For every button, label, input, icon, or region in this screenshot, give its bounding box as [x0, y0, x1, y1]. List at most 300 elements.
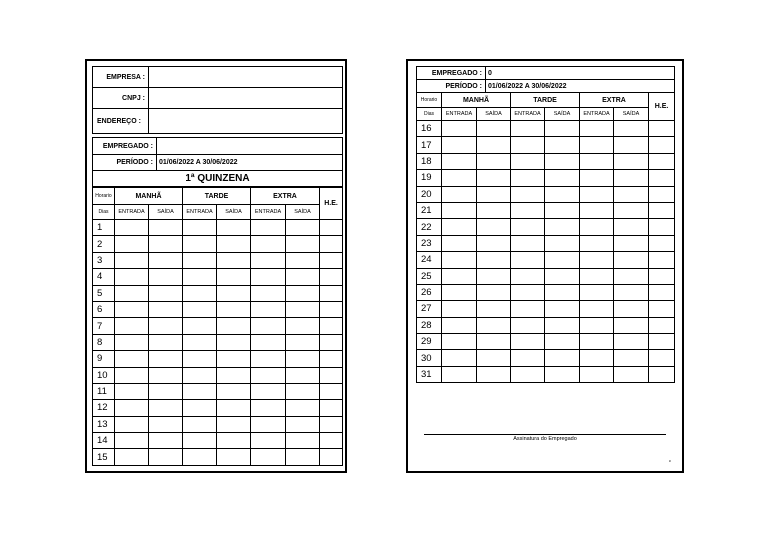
he-cell[interactable] — [320, 334, 343, 350]
tarde-entrada-header: ENTRADA — [511, 108, 545, 121]
tarde-entrada-cell[interactable] — [183, 220, 217, 236]
manha-saida-cell[interactable] — [149, 351, 183, 367]
extra-saida-cell[interactable] — [286, 318, 320, 334]
day-row — [93, 449, 343, 465]
tarde-saida-cell[interactable] — [545, 121, 580, 137]
day-number: 5 — [93, 285, 115, 301]
extra-entrada-cell[interactable] — [580, 301, 614, 317]
cnpj-field[interactable] — [149, 88, 343, 109]
day-number: 4 — [93, 269, 115, 285]
dias-header: Dias — [93, 205, 115, 220]
tarde-entrada-cell[interactable] — [511, 268, 545, 284]
extra-entrada-cell[interactable] — [251, 367, 286, 383]
extra-entrada-cell[interactable] — [251, 383, 286, 399]
tarde-entrada-cell[interactable] — [183, 367, 217, 383]
tarde-entrada-cell[interactable] — [511, 252, 545, 268]
tarde-entrada-cell[interactable] — [511, 137, 545, 153]
manha-entrada-cell[interactable] — [442, 268, 477, 284]
extra-saida-cell[interactable] — [614, 284, 649, 300]
he-cell[interactable] — [649, 350, 675, 366]
tarde-entrada-cell[interactable] — [183, 351, 217, 367]
day-number: 31 — [417, 366, 442, 382]
day-number: 29 — [417, 334, 442, 350]
extra-saida-cell[interactable] — [286, 220, 320, 236]
manha-entrada-cell[interactable] — [115, 220, 149, 236]
extra-entrada-cell[interactable] — [251, 400, 286, 416]
employee-info-table — [92, 137, 343, 187]
day-number: 27 — [417, 301, 442, 317]
horario-header: Horario — [93, 188, 115, 205]
day-row — [417, 202, 675, 218]
extra-saida-cell[interactable] — [614, 350, 649, 366]
extra-entrada-cell[interactable] — [251, 236, 286, 252]
extra-entrada-cell[interactable] — [580, 268, 614, 284]
he-cell[interactable] — [649, 334, 675, 350]
tarde-entrada-cell[interactable] — [511, 186, 545, 202]
manha-entrada-cell[interactable] — [442, 121, 477, 137]
he-cell[interactable] — [320, 220, 343, 236]
manha-entrada-cell[interactable] — [115, 301, 149, 317]
day-row — [417, 268, 675, 284]
extra-saida-cell[interactable] — [614, 301, 649, 317]
extra-entrada-cell[interactable] — [251, 334, 286, 350]
extra-entrada-cell[interactable] — [580, 202, 614, 218]
manha-entrada-cell[interactable] — [442, 252, 477, 268]
extra-saida-cell[interactable] — [286, 236, 320, 252]
extra-saida-cell[interactable] — [614, 170, 649, 186]
day-number: 1 — [93, 220, 115, 236]
manha-saida-header: SAÍDA — [149, 205, 183, 220]
extra-saida-cell[interactable] — [614, 219, 649, 235]
day-number: 17 — [417, 137, 442, 153]
manha-saida-cell[interactable] — [149, 285, 183, 301]
tarde-entrada-cell[interactable] — [511, 219, 545, 235]
day-number: 24 — [417, 252, 442, 268]
manha-entrada-cell[interactable] — [442, 334, 477, 350]
manha-entrada-cell[interactable] — [115, 334, 149, 350]
periodo-label: PERÍODO : — [417, 80, 486, 93]
day-number: 12 — [93, 400, 115, 416]
tarde-saida-cell[interactable] — [217, 334, 251, 350]
tarde-entrada-cell[interactable] — [183, 236, 217, 252]
day-number: 23 — [417, 235, 442, 251]
manha-saida-cell[interactable] — [477, 137, 511, 153]
manha-saida-cell[interactable] — [149, 301, 183, 317]
he-cell[interactable] — [649, 284, 675, 300]
manha-saida-cell[interactable] — [149, 367, 183, 383]
extra-entrada-cell[interactable] — [580, 366, 614, 382]
tarde-saida-cell[interactable] — [217, 400, 251, 416]
extra-entrada-cell[interactable] — [580, 186, 614, 202]
manha-entrada-cell[interactable] — [115, 433, 149, 449]
tarde-saida-cell[interactable] — [545, 153, 580, 169]
extra-header: EXTRA — [251, 188, 320, 205]
day-row — [417, 334, 675, 350]
manha-entrada-cell[interactable] — [115, 449, 149, 465]
manha-saida-cell[interactable] — [149, 269, 183, 285]
employee-info-table-2 — [416, 66, 675, 93]
manha-saida-cell[interactable] — [149, 433, 183, 449]
he-cell[interactable] — [649, 153, 675, 169]
extra-entrada-cell[interactable] — [580, 252, 614, 268]
he-cell[interactable] — [320, 416, 343, 432]
he-cell[interactable] — [320, 367, 343, 383]
manha-saida-cell[interactable] — [149, 236, 183, 252]
tarde-saida-header: SAÍDA — [545, 108, 580, 121]
he-cell[interactable] — [649, 235, 675, 251]
extra-saida-cell[interactable] — [614, 121, 649, 137]
day-row — [93, 236, 343, 252]
extra-entrada-cell[interactable] — [580, 219, 614, 235]
day-number: 14 — [93, 433, 115, 449]
extra-saida-cell[interactable] — [286, 383, 320, 399]
he-cell[interactable] — [649, 219, 675, 235]
manha-entrada-cell[interactable] — [442, 170, 477, 186]
empregado-field[interactable] — [157, 138, 343, 155]
extra-entrada-cell[interactable] — [251, 301, 286, 317]
manha-entrada-cell[interactable] — [442, 284, 477, 300]
tarde-saida-cell[interactable] — [545, 235, 580, 251]
manha-saida-cell[interactable] — [477, 301, 511, 317]
extra-entrada-cell[interactable] — [580, 235, 614, 251]
he-cell[interactable] — [320, 351, 343, 367]
extra-saida-header: SAÍDA — [614, 108, 649, 121]
manha-saida-cell[interactable] — [477, 284, 511, 300]
extra-entrada-header: ENTRADA — [251, 205, 286, 220]
extra-saida-cell[interactable] — [614, 202, 649, 218]
he-cell[interactable] — [320, 318, 343, 334]
tarde-entrada-cell[interactable] — [511, 366, 545, 382]
extra-entrada-cell[interactable] — [580, 153, 614, 169]
extra-saida-cell[interactable] — [286, 252, 320, 268]
day-number: 15 — [93, 449, 115, 465]
manha-saida-cell[interactable] — [149, 383, 183, 399]
extra-saida-cell[interactable] — [614, 334, 649, 350]
manha-entrada-cell[interactable] — [442, 153, 477, 169]
tarde-entrada-cell[interactable] — [183, 400, 217, 416]
manha-entrada-cell[interactable] — [115, 367, 149, 383]
tarde-saida-cell[interactable] — [217, 301, 251, 317]
manha-saida-cell[interactable] — [149, 416, 183, 432]
timesheet-grid-2 — [416, 92, 675, 383]
manha-saida-cell[interactable] — [477, 186, 511, 202]
tarde-saida-cell[interactable] — [545, 170, 580, 186]
tarde-saida-cell[interactable] — [545, 252, 580, 268]
day-number: 26 — [417, 284, 442, 300]
extra-saida-cell[interactable] — [614, 252, 649, 268]
manha-entrada-cell[interactable] — [442, 366, 477, 382]
tarde-entrada-cell[interactable] — [511, 235, 545, 251]
day-number: 8 — [93, 334, 115, 350]
tarde-entrada-cell[interactable] — [511, 284, 545, 300]
tarde-saida-cell[interactable] — [217, 269, 251, 285]
extra-saida-cell[interactable] — [286, 416, 320, 432]
tarde-entrada-cell[interactable] — [183, 449, 217, 465]
tarde-saida-cell[interactable] — [217, 285, 251, 301]
extra-saida-cell[interactable] — [286, 351, 320, 367]
tarde-saida-cell[interactable] — [217, 383, 251, 399]
manha-saida-cell[interactable] — [477, 350, 511, 366]
day-row — [93, 351, 343, 367]
day-row — [417, 186, 675, 202]
manha-saida-cell[interactable] — [477, 334, 511, 350]
horario-header: Horario — [417, 93, 442, 108]
extra-saida-cell[interactable] — [286, 269, 320, 285]
tarde-saida-cell[interactable] — [545, 301, 580, 317]
tarde-entrada-cell[interactable] — [183, 334, 217, 350]
extra-saida-cell[interactable] — [286, 334, 320, 350]
signature-line — [424, 434, 666, 435]
day-row — [417, 219, 675, 235]
manha-saida-cell[interactable] — [149, 449, 183, 465]
endereco-field[interactable] — [149, 109, 343, 134]
extra-saida-cell[interactable] — [286, 449, 320, 465]
extra-entrada-cell[interactable] — [251, 416, 286, 432]
empregado-field[interactable]: 0 — [486, 67, 675, 80]
tarde-saida-cell[interactable] — [545, 268, 580, 284]
tarde-entrada-cell[interactable] — [511, 350, 545, 366]
tarde-entrada-cell[interactable] — [183, 301, 217, 317]
manha-entrada-cell[interactable] — [115, 269, 149, 285]
he-cell[interactable] — [649, 268, 675, 284]
day-row — [417, 252, 675, 268]
tarde-entrada-cell[interactable] — [183, 285, 217, 301]
manha-entrada-cell[interactable] — [442, 317, 477, 333]
day-number: 19 — [417, 170, 442, 186]
he-cell[interactable] — [320, 269, 343, 285]
extra-saida-cell[interactable] — [614, 186, 649, 202]
extra-saida-header: SAÍDA — [286, 205, 320, 220]
day-row — [417, 153, 675, 169]
manha-saida-cell[interactable] — [149, 400, 183, 416]
manha-entrada-cell[interactable] — [115, 400, 149, 416]
tarde-saida-cell[interactable] — [545, 137, 580, 153]
manha-entrada-cell[interactable] — [442, 186, 477, 202]
day-row — [417, 235, 675, 251]
manha-saida-cell[interactable] — [477, 153, 511, 169]
manha-entrada-cell[interactable] — [442, 301, 477, 317]
extra-entrada-cell[interactable] — [251, 285, 286, 301]
extra-saida-cell[interactable] — [614, 235, 649, 251]
dias-header: Dias — [417, 108, 442, 121]
tarde-entrada-cell[interactable] — [511, 170, 545, 186]
day-number: 6 — [93, 301, 115, 317]
day-row — [417, 317, 675, 333]
extra-entrada-cell[interactable] — [580, 334, 614, 350]
manha-saida-cell[interactable] — [477, 235, 511, 251]
day-row — [93, 285, 343, 301]
extra-saida-cell[interactable] — [614, 317, 649, 333]
he-cell[interactable] — [649, 317, 675, 333]
day-row — [93, 433, 343, 449]
he-cell[interactable] — [320, 400, 343, 416]
tarde-saida-cell[interactable] — [545, 219, 580, 235]
tarde-saida-cell[interactable] — [545, 366, 580, 382]
day-row — [93, 367, 343, 383]
day-number: 11 — [93, 383, 115, 399]
tarde-saida-cell[interactable] — [545, 186, 580, 202]
empresa-field[interactable] — [149, 67, 343, 88]
tarde-entrada-cell[interactable] — [511, 121, 545, 137]
he-cell[interactable] — [649, 252, 675, 268]
manha-saida-cell[interactable] — [149, 334, 183, 350]
tarde-saida-cell[interactable] — [217, 252, 251, 268]
manha-entrada-cell[interactable] — [442, 137, 477, 153]
tarde-saida-cell[interactable] — [545, 317, 580, 333]
day-row — [93, 334, 343, 350]
tarde-saida-cell[interactable] — [217, 220, 251, 236]
day-row — [93, 269, 343, 285]
tarde-saida-cell[interactable] — [217, 449, 251, 465]
he-cell[interactable] — [320, 285, 343, 301]
day-number: 13 — [93, 416, 115, 432]
tarde-entrada-cell[interactable] — [511, 334, 545, 350]
he-cell[interactable] — [649, 202, 675, 218]
extra-saida-cell[interactable] — [286, 433, 320, 449]
extra-entrada-cell[interactable] — [251, 433, 286, 449]
manha-entrada-cell[interactable] — [115, 318, 149, 334]
day-row — [93, 252, 343, 268]
tarde-saida-cell[interactable] — [545, 334, 580, 350]
manha-entrada-cell[interactable] — [115, 351, 149, 367]
manha-saida-cell[interactable] — [477, 219, 511, 235]
he-cell[interactable] — [649, 170, 675, 186]
tarde-entrada-cell[interactable] — [511, 301, 545, 317]
periodo-value: 01/06/2022 A 30/06/2022 — [157, 155, 343, 171]
extra-entrada-cell[interactable] — [251, 252, 286, 268]
tarde-entrada-cell[interactable] — [511, 202, 545, 218]
he-cell[interactable] — [649, 301, 675, 317]
tarde-header: TARDE — [183, 188, 251, 205]
tarde-entrada-cell[interactable] — [183, 269, 217, 285]
manha-saida-cell[interactable] — [477, 268, 511, 284]
he-cell[interactable] — [320, 449, 343, 465]
he-cell[interactable] — [320, 236, 343, 252]
extra-saida-cell[interactable] — [614, 268, 649, 284]
quinzena-title: 1ª QUINZENA — [93, 171, 343, 187]
tarde-entrada-cell[interactable] — [511, 153, 545, 169]
he-cell[interactable] — [320, 383, 343, 399]
tarde-saida-cell[interactable] — [545, 202, 580, 218]
manha-header: MANHÃ — [115, 188, 183, 205]
extra-saida-cell[interactable] — [614, 366, 649, 382]
endereco-label: ENDEREÇO : — [93, 109, 149, 134]
tarde-header: TARDE — [511, 93, 580, 108]
extra-saida-cell[interactable] — [286, 301, 320, 317]
empregado-label: EMPREGADO : — [93, 138, 157, 155]
extra-entrada-cell[interactable] — [580, 350, 614, 366]
manha-saida-cell[interactable] — [149, 318, 183, 334]
extra-entrada-cell[interactable] — [580, 137, 614, 153]
tarde-saida-cell[interactable] — [217, 351, 251, 367]
he-cell[interactable] — [649, 366, 675, 382]
extra-saida-cell[interactable] — [614, 137, 649, 153]
manha-saida-cell[interactable] — [477, 317, 511, 333]
day-number: 30 — [417, 350, 442, 366]
he-header: H.E. — [649, 93, 675, 121]
day-number: 7 — [93, 318, 115, 334]
extra-entrada-cell[interactable] — [251, 449, 286, 465]
extra-header: EXTRA — [580, 93, 649, 108]
day-row — [417, 121, 675, 137]
day-number: 18 — [417, 153, 442, 169]
manha-entrada-cell[interactable] — [442, 219, 477, 235]
he-cell[interactable] — [649, 121, 675, 137]
extra-entrada-cell[interactable] — [580, 170, 614, 186]
tarde-saida-cell[interactable] — [217, 416, 251, 432]
manha-entrada-cell[interactable] — [115, 416, 149, 432]
periodo-value: 01/06/2022 A 30/06/2022 — [486, 80, 675, 93]
tarde-entrada-cell[interactable] — [183, 433, 217, 449]
tarde-saida-cell[interactable] — [545, 284, 580, 300]
extra-entrada-cell[interactable] — [251, 351, 286, 367]
tarde-saida-cell[interactable] — [217, 318, 251, 334]
tarde-saida-cell[interactable] — [217, 236, 251, 252]
manha-saida-cell[interactable] — [477, 252, 511, 268]
tarde-entrada-cell[interactable] — [183, 318, 217, 334]
extra-entrada-cell[interactable] — [580, 317, 614, 333]
day-rows-2 — [417, 121, 675, 383]
extra-saida-cell[interactable] — [286, 367, 320, 383]
extra-saida-cell[interactable] — [286, 400, 320, 416]
manha-saida-cell[interactable] — [477, 366, 511, 382]
manha-saida-cell[interactable] — [477, 121, 511, 137]
he-cell[interactable] — [649, 186, 675, 202]
tarde-saida-cell[interactable] — [217, 367, 251, 383]
manha-entrada-cell[interactable] — [115, 285, 149, 301]
day-number: 2 — [93, 236, 115, 252]
timesheet-grid-1 — [92, 187, 343, 466]
empresa-label: EMPRESA : — [93, 67, 149, 88]
tarde-entrada-header: ENTRADA — [183, 205, 217, 220]
he-cell[interactable] — [320, 301, 343, 317]
manha-entrada-cell[interactable] — [442, 235, 477, 251]
tarde-entrada-cell[interactable] — [511, 317, 545, 333]
tarde-saida-cell[interactable] — [545, 350, 580, 366]
day-row — [417, 137, 675, 153]
he-cell[interactable] — [320, 252, 343, 268]
manha-entrada-cell[interactable] — [442, 202, 477, 218]
extra-saida-cell[interactable] — [614, 153, 649, 169]
manha-entrada-cell[interactable] — [115, 383, 149, 399]
he-header: H.E. — [320, 188, 343, 220]
manha-saida-cell[interactable] — [477, 202, 511, 218]
empregado-label: EMPREGADO : — [417, 67, 486, 80]
extra-entrada-cell[interactable] — [580, 121, 614, 137]
tarde-entrada-cell[interactable] — [183, 416, 217, 432]
he-cell[interactable] — [320, 433, 343, 449]
extra-entrada-cell[interactable] — [251, 318, 286, 334]
manha-entrada-cell[interactable] — [115, 236, 149, 252]
manha-saida-cell[interactable] — [477, 170, 511, 186]
tarde-entrada-cell[interactable] — [183, 383, 217, 399]
extra-entrada-cell[interactable] — [251, 269, 286, 285]
tarde-entrada-cell[interactable] — [183, 252, 217, 268]
extra-entrada-cell[interactable] — [580, 284, 614, 300]
manha-saida-cell[interactable] — [149, 252, 183, 268]
manha-entrada-cell[interactable] — [115, 252, 149, 268]
day-row — [417, 366, 675, 382]
tarde-saida-cell[interactable] — [217, 433, 251, 449]
extra-entrada-cell[interactable] — [251, 220, 286, 236]
signature-label: Assinatura do Empregado — [513, 436, 577, 442]
manha-saida-cell[interactable] — [149, 220, 183, 236]
manha-header: MANHÃ — [442, 93, 511, 108]
day-number: 10 — [93, 367, 115, 383]
he-cell[interactable] — [649, 137, 675, 153]
extra-saida-cell[interactable] — [286, 285, 320, 301]
manha-entrada-cell[interactable] — [442, 350, 477, 366]
